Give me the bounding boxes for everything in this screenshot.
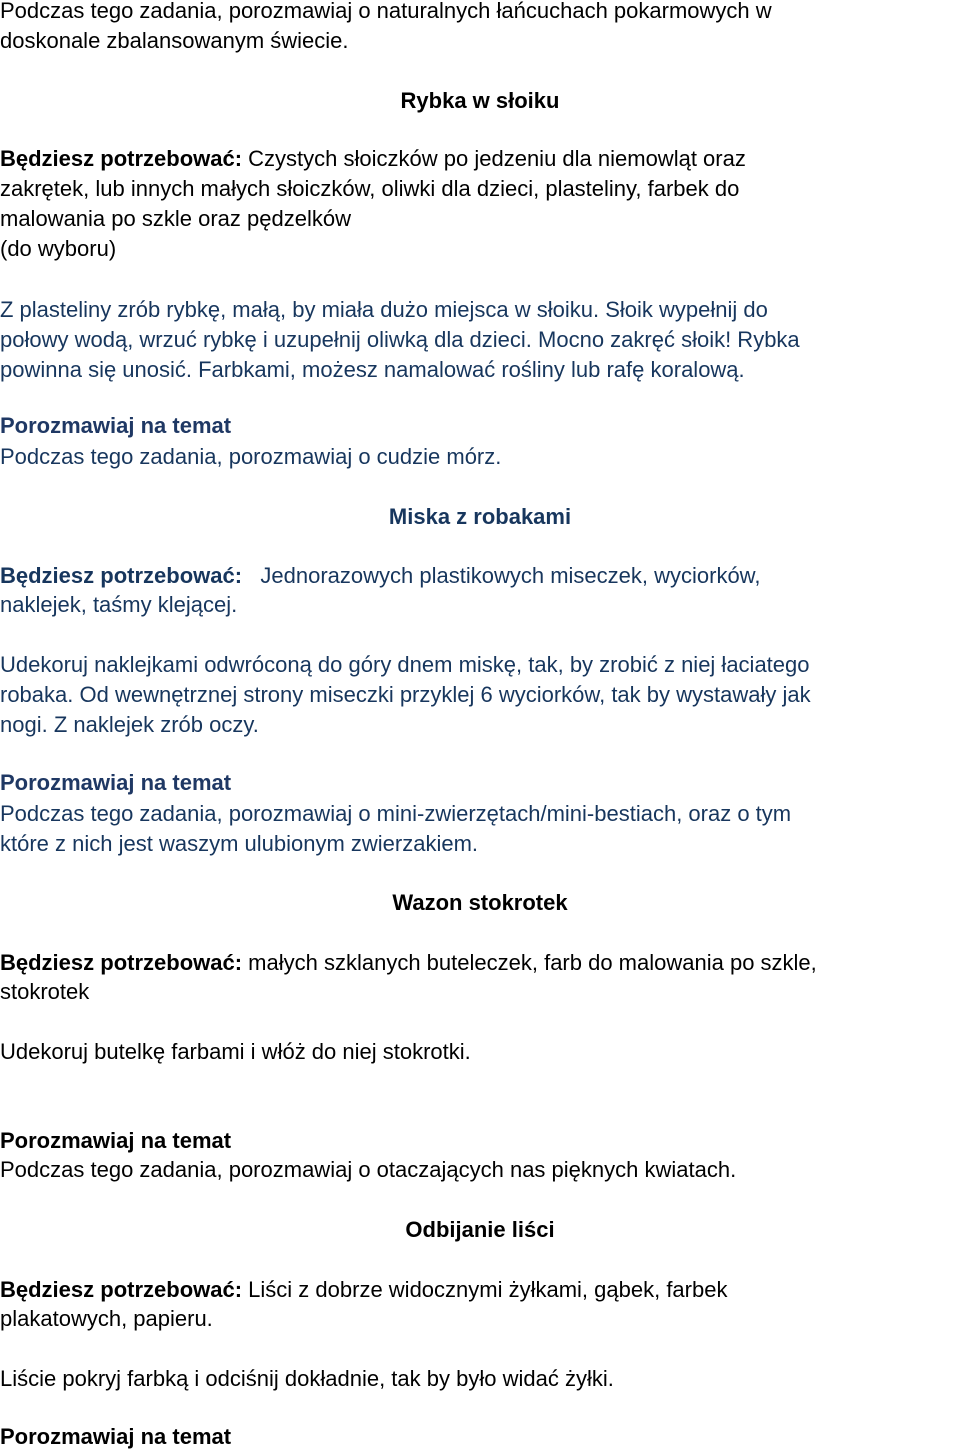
needs-line: naklejek, taśmy klejącej. xyxy=(0,592,238,617)
needs-line: zakrętek, lub innych małych słoiczków, oliwki dla dzieci, plasteliny, farbek do xyxy=(0,176,740,201)
needs-line xyxy=(0,561,760,591)
talk-line: Podczas tego zadania, porozmawiaj o otaczających nas pięknych kwiatach. xyxy=(0,1157,737,1182)
section-title: Rybka w słoiku xyxy=(400,88,560,113)
needs-label: Będziesz potrzebować: xyxy=(0,146,243,171)
section-title: Miska z robakami xyxy=(388,504,572,529)
intro-line: Podczas tego zadania, porozmawiaj o naturalnych łańcuchach pokarmowych w xyxy=(0,0,772,23)
section-title: Wazon stokrotek xyxy=(392,890,568,915)
talk-line: Podczas tego zadania, porozmawiaj o cudzie mórz. xyxy=(0,444,502,469)
instructions-line: Udekoruj butelkę farbami i włóż do niej stokrotki. xyxy=(0,1039,471,1064)
section-title: Odbijanie liści xyxy=(405,1217,555,1242)
needs-label: Będziesz potrzebować: xyxy=(0,1277,243,1302)
needs-text: Czystych słoiczków po jedzeniu dla niemowląt oraz xyxy=(248,146,746,171)
instructions-line: Liście pokryj farbką i odciśnij dokładnie, tak by było widać żyłki. xyxy=(0,1366,614,1391)
needs-text: Jednorazowych plastikowych miseczek, wyciorków, xyxy=(260,563,761,588)
talk-line: Podczas tego zadania, porozmawiaj o mini-zwierzętach/mini-bestiach, oraz o tym xyxy=(0,801,792,826)
needs-line: plakatowych, papieru. xyxy=(0,1306,213,1331)
needs-line: malowania po szkle oraz pędzelków xyxy=(0,206,351,231)
needs-text: Liści z dobrze widocznymi żyłkami, gąbek, farbek xyxy=(248,1277,728,1302)
talk-heading: Porozmawiaj na temat xyxy=(0,1128,232,1153)
needs-line: stokrotek xyxy=(0,979,90,1004)
needs-label: Będziesz potrzebować: xyxy=(0,950,243,975)
needs-line xyxy=(0,1275,727,1305)
talk-heading: Porozmawiaj na temat xyxy=(0,1424,232,1449)
instructions-line: Udekoruj naklejkami odwróconą do góry dnem miskę, tak, by zrobić z niej łaciatego xyxy=(0,652,810,677)
instructions-line: powinna się unosić. Farbkami, możesz namalować rośliny lub rafę koralową. xyxy=(0,357,745,382)
talk-heading: Porozmawiaj na temat xyxy=(0,413,232,438)
instructions-line: robaka. Od wewnętrznej strony miseczki przyklej 6 wyciorków, tak by wystawały jak xyxy=(0,682,811,707)
talk-line: które z nich jest waszym ulubionym zwierzakiem. xyxy=(0,831,479,856)
instructions-line: Z plasteliny zrób rybkę, małą, by miała dużo miejsca w słoiku. Słoik wypełnij do xyxy=(0,297,768,322)
needs-line xyxy=(0,144,746,174)
intro-line: doskonale zbalansowanym świecie. xyxy=(0,28,349,53)
needs-line: (do wyboru) xyxy=(0,236,117,261)
instructions-line: połowy wodą, wrzuć rybkę i uzupełnij oliwką dla dzieci. Mocno zakręć słoik! Rybka xyxy=(0,327,800,352)
needs-text: małych szklanych buteleczek, farb do malowania po szkle, xyxy=(248,950,817,975)
talk-heading: Porozmawiaj na temat xyxy=(0,770,232,795)
instructions-line: nogi. Z naklejek zrób oczy. xyxy=(0,712,259,737)
needs-line xyxy=(0,948,817,978)
needs-label: Będziesz potrzebować: xyxy=(0,563,243,588)
